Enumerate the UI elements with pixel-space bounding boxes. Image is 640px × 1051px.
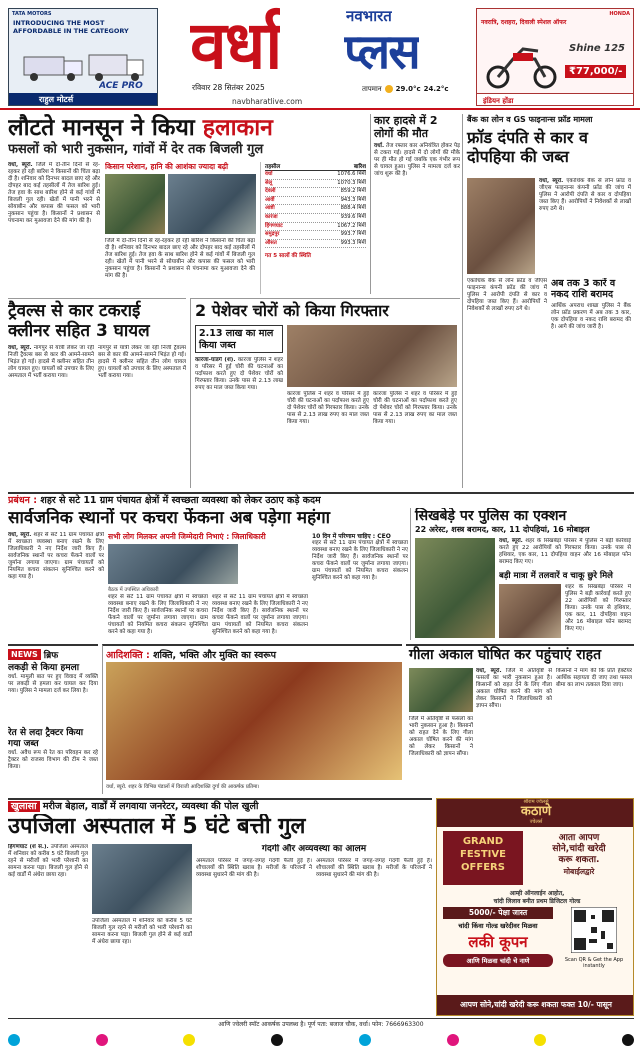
police-dateline: वर्धा, ब्यूरो.: [499, 538, 523, 544]
online-text-2: चांदी लिलाव बनीत प्रथम डिजिटल गोल्ड: [493, 898, 581, 905]
festive-title1: GRAND: [462, 836, 504, 847]
lead-headline: [8, 114, 366, 142]
newspaper-logo: [190, 4, 460, 84]
news-tag: NEWS: [8, 649, 41, 660]
fraud-story[interactable]: [462, 114, 634, 488]
lead-subhead: फसलों को भारी नुकसान, गांवों में देर तक बिजली गुल: [8, 142, 264, 157]
ceo-box-headline: 10 दिन में परिणाम चाहिए : CEO: [312, 533, 391, 540]
brief2-headline: रेत से लदा ट्रैक्टर किया गया जब्त: [8, 728, 84, 749]
fraud-dateline: वर्धा, ब्यूरो.: [539, 178, 564, 184]
police-body-more: शहर के सिखबेड़ा परिसर में पुलिस ने बड़ी कार्रवाई करते हुए 22 आरोपियों को गिरफ्तार किया। उनके पास से हथियार, एक कार, 11 दोपहिया वाहन और 16 मोबाइल फोन बरामद किए गए।: [565, 584, 631, 632]
hospital-kicker: [8, 798, 432, 812]
reg-mark-cyan: [8, 1034, 20, 1046]
drought-body-more: जिले में अतिवृष्टि से फसलों का भारी नुकसान हुआ है। किसानों को राहत देने के लिए गीला अकाल घोषित करने की मांग को लेकर किसानों ने जिलाधिकारी को ज्ञापन सौंपा।: [409, 716, 473, 757]
website-link[interactable]: navbharatlive.com: [232, 97, 303, 106]
thieves-box: 2.13 लाख का माल किया जब्त: [195, 325, 283, 353]
farm-photo-2: [168, 174, 256, 234]
lead-body: [8, 162, 100, 292]
buy-text-2: सोने,चांदी खरेदी: [552, 844, 606, 854]
police-subhead: 22 अरेस्ट, शस्त्र बरामद, कार, 11 दोपहियां, 16 मोबाइल: [415, 525, 590, 534]
lead-body-continued: जिले में दो-तीन दिनों से रह-रहकर हो रही बारिश ने किसानों की चिंता बढ़ा दी है। शनिवार को दिनभर बादल छाए रहे और दोपहर बाद कई तहसीलों में तेज बारिश हुई। तेज हवा के साथ बारिश होने से कई गांवों में बिजली गुल रही। खेतों में पानी भरने से सोयाबीन और कपास की फसल को भारी नुकसान पहुंचा है। किसानों ने प्रशासन से पंचनामा कर मुआवजा देने की मांग की है।: [105, 238, 255, 279]
fraud-kicker: बैंक का लोन व GS फाइनान्स फ्रॉड मामला: [467, 115, 593, 124]
cleanliness-body-more: शहर से सटे 11 ग्राम पंचायत क्षेत्रों में स्वच्छता व्यवस्था बनाए रखने के लिए जिलाधिकारी ने नए निर्देश जारी किए हैं। सार्वजनिक स्थानों पर कचरा फेंकने वालों पर जुर्माना लगाया जाएगा। ग्राम पंचायतों को नियमित कचरा संकलन सुनिश्चित करने को कहा गया है।: [108, 594, 208, 635]
cleanliness-body-more2: शहर से सटे 11 ग्राम पंचायत क्षेत्रों में स्वच्छता व्यवस्था बनाए रखने के लिए जिलाधिकारी ने नए निर्देश जारी किए हैं। सार्वजनिक स्थानों पर कचरा फेंकने वालों पर जुर्माना लगाया जाएगा। ग्राम पंचायतों को नियमित कचरा संकलन सुनिश्चित करने को कहा गया है।: [212, 594, 308, 635]
brief2-body: वर्धा. अवैध रूप से रेत का परिवहन कर रहे ट्रैक्टर को राजस्व विभाग की टीम ने जब्त किया।: [8, 750, 98, 770]
hospital-body-text: उपजिला अस्पताल में शनिवार को करीब 5 घंटे बिजली गुल रहने से मरीजों को भारी परेशानी का सामना करना पड़ा। बिजली गुल होने से कई वार्डों में अंधेरा छाया रहा।: [8, 844, 88, 878]
rainfall-value: 1076.6 मिमी: [337, 171, 366, 177]
festive-title3: OFFERS: [461, 862, 505, 873]
temp-min: 24.2°c: [423, 85, 449, 93]
drought-body-2: किसानों ने मांग की कि प्रति हेक्टेयर आर्थिक सहायता दी जाए तथा फसल बीमा का लाभ तत्काल दिया जाए।: [556, 668, 632, 688]
lucky-coupon: लकी कूपन: [468, 933, 528, 951]
thieves-photo: [287, 325, 457, 387]
masthead: [0, 0, 640, 110]
rainfall-value: 993.7 मिमी: [340, 231, 366, 238]
ceo-box-body: शहर से सटे 11 ग्राम पंचायत क्षेत्रों में स्वच्छता व्यवस्था बनाए रखने के लिए जिलाधिकारी ने नए निर्देश जारी किए हैं। सार्वजनिक स्थानों पर कचरा फेंकने वालों पर जुर्माना लगाया जाएगा। ग्राम पंचायतों को नियमित कचरा संकलन सुनिश्चित करने को कहा गया है।: [312, 540, 408, 581]
online-text: [443, 889, 631, 905]
table-note: गत 5 सालों की स्थिति: [265, 253, 311, 260]
cleanliness-kicker: [8, 492, 634, 506]
weather-label: तापमान: [362, 84, 382, 93]
rainfall-row: [265, 180, 366, 189]
ad2-brand: HONDA: [609, 11, 630, 17]
thieves-headline: 2 पेशेवर चोरों को किया गिरफ्तार: [195, 301, 389, 320]
rainfall-tehsil: औसत: [265, 239, 277, 246]
offer-block: [443, 907, 553, 989]
hospital-dateline: हिंगणघाट (श स.).: [8, 844, 49, 850]
ad-brand: TATA MOTORS: [12, 11, 52, 17]
rainfall-row: [265, 205, 366, 214]
fraud-body-col2: [467, 278, 547, 478]
buy-text-4: मोबाईलद्वारे: [563, 867, 595, 876]
kicker-label: प्रबंधन :: [8, 495, 38, 506]
logo-big: प्लस: [344, 24, 419, 80]
reg-mark-cyan-2: [359, 1034, 371, 1046]
drought-story[interactable]: [406, 644, 634, 794]
cleanliness-dateline: वर्धा, ब्यूरो.: [8, 532, 32, 538]
rainfall-row: [265, 231, 366, 240]
qr-code-icon[interactable]: [571, 907, 617, 953]
meeting-photo: [108, 544, 238, 584]
ad2-model: Shine 125: [569, 43, 626, 54]
offer-amount: 5000/- पेक्षा जास्त: [443, 907, 553, 919]
thieves-body-3: [373, 391, 457, 487]
ad-product: ACE PRO: [99, 81, 143, 91]
lead-dateline: वर्धा, ब्यूरो.: [8, 162, 33, 168]
rainfall-value: 939.6 मिमी: [340, 213, 366, 220]
jewellery-ad[interactable]: [436, 798, 634, 1016]
rainfall-tehsil: कारंजा: [265, 213, 278, 220]
rainfall-value: 943.3 मिमी: [340, 196, 366, 203]
ad-dealer: राहुल मोटर्स: [9, 93, 158, 106]
brief1-headline: लकड़ी से किया हमला: [8, 663, 80, 673]
accident-dateline: वर्धा.: [374, 143, 385, 149]
rainfall-row: [265, 223, 366, 232]
thieves-story[interactable]: [190, 298, 460, 488]
rainfall-value: 888.4 मिमी: [340, 205, 366, 212]
hospital-box-headline: गंदगी और अव्यवस्था का आलम: [261, 844, 367, 854]
ad2-price: ₹77,000/-: [565, 65, 626, 78]
thieves-dateline: कारंजा-घाडगे (श).: [195, 357, 236, 363]
rainfall-row: [265, 214, 366, 223]
accident-body: [374, 143, 460, 178]
rainfall-value: 859.2 मिमी: [340, 188, 366, 195]
thieves-body-text: कारंजा पुलिस ने शहर व परिसर में हुई चोरी की घटनाओं का पर्दाफाश करते हुए दो पेशेवर चोरों को गिरफ्तार किया। उनके पास से 2.13 लाख रुपए का माल जब्त किया गया।: [195, 357, 283, 391]
rainfall-row: [265, 171, 366, 180]
logo-main: वर्धा: [190, 7, 281, 84]
page-footer: आणि ज्वेलरी स्पॉट आकर्षक उपलब्ध है। पूर्ण पता: बजाज चौक, वर्धा। फोन: 7666963300: [8, 1018, 634, 1030]
rainfall-tehsil: आष्टी: [265, 205, 275, 212]
rainfall-value: 993.3 मिमी: [340, 239, 366, 246]
cleanliness-subhead: सभी लोग मिलकर अपनी जिम्मेदारी निभाएं : जिलाधिकारी: [108, 532, 266, 541]
cleanliness-headline: सार्वजनिक स्थानों पर कचरा फेंकना अब पड़ेगा महंगा: [8, 508, 331, 528]
travels-story[interactable]: [8, 298, 186, 488]
honda-ad[interactable]: [476, 8, 634, 106]
fraud-photo: [467, 178, 535, 274]
travels-headline: ट्रैवल्स से कार टकराई क्लीनर सहित 3 घायल: [8, 301, 150, 341]
lead-photo-caption: किसान परेशान, हानि की आशंका ज्यादा बढ़ी: [105, 162, 229, 171]
ad-footer: आपण सोने,चांदी खरेदी करू शकता फक्त 10/- पासून: [437, 995, 634, 1015]
logo-small: नवभारत: [346, 7, 392, 25]
truck-icon: [19, 49, 149, 83]
temp-max: 29.0°c: [395, 85, 421, 93]
festive-title2: FESTIVE: [460, 849, 506, 860]
police-story[interactable]: [410, 508, 634, 640]
drought-body-3: [409, 716, 473, 794]
festive-box: [443, 831, 523, 885]
truck-image: [19, 49, 149, 83]
cleanliness-story[interactable]: [8, 508, 408, 640]
rainfall-tehsil: देवली: [265, 188, 276, 195]
table-unit: बारिश: [353, 164, 366, 170]
reg-mark-black-2: [622, 1034, 634, 1046]
cleanliness-body-2: [108, 594, 208, 640]
fraud-box-body: आर्थिक अपराध शाखा पुलिस ने बैंक लोन फ्रॉड प्रकरण में अब तक 3 कार, एक दोपहिया व नकद राशि बरामद की है। आगे की जांच जारी है।: [551, 303, 631, 330]
navratri-caption: वर्धा, ब्यूरो. शहर के विभिन्न पंडालों में विराजी आदिशक्ति दुर्गा की आकर्षक प्रतिमा।: [106, 784, 260, 790]
motorcycle-icon: [483, 39, 563, 89]
rainfall-table: [260, 162, 366, 294]
cleanliness-body: [8, 532, 104, 640]
buy-text-1: आता आपण: [558, 833, 600, 843]
fraud-headline: फ्रॉड दंपति से कार व दोपहिया की जब्त: [467, 128, 588, 166]
ad-brand-name: कठाणे: [520, 804, 552, 819]
cleanliness-body-text: शहर से सटे 11 ग्राम पंचायत क्षेत्रों में स्वच्छता व्यवस्था बनाए रखने के लिए जिलाधिकारी ने नए निर्देश जारी किए हैं। सार्वजनिक स्थानों पर कचरा फेंकने वालों पर जुर्माना लगाया जाएगा। ग्राम पंचायतों को नियमित कचरा संकलन सुनिश्चित करने को कहा गया है।: [8, 532, 104, 580]
accident-story[interactable]: [370, 114, 460, 294]
reg-mark-magenta-2: [447, 1034, 459, 1046]
lead-body-text: जिले में दो-तीन दिनों से रह-रहकर हो रही बारिश ने किसानों की चिंता बढ़ा दी है। शनिवार को दिनभर बादल छाए रहे और दोपहर बाद कई तहसीलों में तेज बारिश हुई। तेज हवा के साथ बारिश होने से कई गांवों में बिजली गुल रही। खेतों में पानी भरने से सोयाबीन और कपास की फसल को भारी नुकसान पहुंचा है। किसानों ने प्रशासन से पंचनामा कर मुआवजा देने की मांग की है।: [8, 162, 100, 224]
travels-dateline: वर्धा, ब्यूरो.: [8, 345, 32, 351]
drought-photo: [409, 668, 473, 712]
table-title: तहसील: [265, 164, 281, 170]
buy-online: [527, 833, 631, 877]
navratri-story[interactable]: [102, 644, 402, 794]
buy-text-3: करू शकता.: [558, 855, 600, 865]
hospital-story[interactable]: [8, 814, 432, 1014]
drought-dateline: वर्धा, ब्यूरो.: [476, 668, 502, 674]
police-headline: सिखबेड़े पर पुलिस का एक्शन: [415, 508, 567, 524]
drought-body: [476, 668, 552, 794]
ad2-dealer: इंडियन होंडा: [477, 93, 634, 106]
rainfall-tehsil: सेलू: [265, 179, 273, 186]
lead-headline-part1: लौटते मानसून ने किया: [8, 115, 203, 141]
registration-marks: [8, 1034, 634, 1048]
ad-header: [437, 799, 634, 827]
police-body-2: [565, 584, 631, 638]
rainfall-tehsil: वर्धा: [265, 171, 273, 177]
ceo-box: [312, 532, 408, 640]
qr-caption: Scan QR & Get the App instantly: [564, 957, 624, 969]
lead-body-2: [105, 238, 255, 292]
offer-text: चांदी किंवा गोल्ड खरेदीवर मिळवा: [458, 922, 538, 930]
hospital-body-2: [92, 918, 192, 1012]
tata-motors-ad[interactable]: [8, 8, 158, 106]
police-body-text: शहर के सिखबेड़ा परिसर में पुलिस ने बड़ी कार्रवाई करते हुए 22 आरोपियों को गिरफ्तार किया। उनके पास से हथियार, एक कार, 11 दोपहिया वाहन और 16 मोबाइल फोन बरामद किए गए।: [499, 538, 631, 565]
drought-headline: गीला अकाल घोषित कर पहुंचाएं राहत: [409, 647, 602, 663]
hospital-box-body: अस्पताल परिसर में जगह-जगह गंदगी फैली हुई है। शौचालयों की स्थिति खराब है। मरीजों के परिजनों ने व्यवस्था सुधारने की मांग की है।: [196, 858, 312, 878]
lead-headline-part2: हलाकान: [202, 115, 273, 141]
thieves-body-more2: कारंजा पुलिस ने शहर व परिसर में हुई चोरी की घटनाओं का पर्दाफाश करते हुए दो पेशेवर चोरों को गिरफ्तार किया। उनके पास से 2.13 लाख रुपए का माल जब्त किया गया।: [373, 391, 457, 425]
hospital-headline: उपजिला अस्पताल में 5 घंटे बत्ती गुल: [8, 814, 306, 839]
cleanliness-body-3: [212, 594, 308, 640]
navratri-headline: शक्ति, भक्ति और मुक्ति का स्वरूप: [153, 650, 277, 661]
lead-story[interactable]: [8, 114, 366, 294]
lucky-sub: आणि मिळवा चांदी चे नाणे: [443, 954, 553, 967]
rainfall-tehsil: समुद्रपुर: [265, 231, 280, 238]
news-tag2: ब्रिफ: [43, 651, 59, 661]
rainfall-row: [265, 188, 366, 197]
ad-brand-sub: ज्वेलर्स: [529, 819, 543, 825]
navratri-label: आदिशक्ति :: [106, 650, 150, 661]
fraud-body: [539, 178, 631, 274]
police-body: [499, 538, 631, 568]
police-highlight: बड़ी मात्रा में तलवारें व चाकू छुरे मिले: [499, 571, 613, 581]
travels-body-2: [98, 345, 186, 488]
durga-idol-photo: [106, 662, 402, 780]
thieves-body-more: कारंजा पुलिस ने शहर व परिसर में हुई चोरी की घटनाओं का पर्दाफाश करते हुए दो पेशेवर चोरों को गिरफ्तार किया। उनके पास से 2.13 लाख रुपए का माल जब्त किया गया।: [287, 391, 369, 425]
hospital-box-body-2: अस्पताल परिसर में जगह-जगह गंदगी फैली हुई है। शौचालयों की स्थिति खराब है। मरीजों के परिजनों ने व्यवस्था सुधारने की मांग की है।: [316, 858, 432, 878]
news-brief[interactable]: [8, 644, 98, 794]
thieves-body: [195, 357, 283, 487]
qr-block[interactable]: [559, 907, 629, 989]
travels-body-more: नागपुर से यात्री लेकर जा रही निजी ट्रैवल्स बस से कार की आमने-सामने भिड़ंत हो गई। हादसे में क्लीनर सहित तीन लोग घायल हुए। घायलों को उपचार के लिए अस्पताल में भर्ती कराया गया।: [98, 345, 186, 379]
weather: [362, 82, 462, 96]
rainfall-tehsil: आर्वी: [265, 196, 275, 203]
rainfall-rows: [265, 171, 366, 248]
rainfall-row: [265, 240, 366, 249]
fraud-body-text: एकाधिक बैंक से लोन फ्रॉड व जीएस फाइनान्स कंपनी फ्रॉड की जांच में पुलिस ने आरोपी दंपति से कार व दोपहिया जब्त किए हैं। आरोपियों ने निवेशकों से लाखों रुपए ठगे थे।: [539, 178, 631, 212]
farm-photo-1: [105, 174, 165, 234]
ad-headline: INTRODUCING THE MOST AFFORDABLE IN THE CATEGORY: [13, 19, 129, 35]
meeting-caption: बैठक में उपस्थित अधिकारी: [108, 587, 159, 593]
accident-body-text: तेज रफ्तार कार अनियंत्रित होकर पेड़ से टकरा गई। हादसे में दो लोगों की मौके पर ही मौत हो गई जबकि एक गंभीर रूप से घायल हुआ। पुलिस ने मामला दर्ज कर जांच शुरू की है।: [374, 143, 460, 177]
police-photo: [415, 538, 495, 638]
rainfall-value: 1067.2 मिमी: [337, 222, 366, 229]
thieves-body-2: [287, 391, 369, 487]
hospital-kicker-text: मरीज बेहाल, वार्डों में लगवाया जनरेटर, व्यवस्था की पोल खुली: [42, 801, 259, 812]
hospital-photo: [92, 844, 192, 914]
reg-mark-magenta: [96, 1034, 108, 1046]
fraud-body-more: एकाधिक बैंक से लोन फ्रॉड व जीएस फाइनान्स कंपनी फ्रॉड की जांच में पुलिस ने आरोपी दंपति से कार व दोपहिया जब्त किए हैं। आरोपियों ने निवेशकों से लाखों रुपए ठगे थे।: [467, 278, 547, 312]
fraud-box: [551, 278, 631, 478]
travels-body-text: नागपुर से यात्री लेकर जा रही निजी ट्रैवल्स बस से कार की आमने-सामने भिड़ंत हो गई। हादसे में क्लीनर सहित तीन लोग घायल हुए। घायलों को उपचार के लिए अस्पताल में भर्ती कराया गया।: [8, 345, 94, 379]
hospital-body: [8, 844, 88, 1012]
brief1-body: वर्धा. मामूली बात पर हुए विवाद में व्यक्ति पर लकड़ी से हमला कर घायल कर दिया गया। पुलिस ने मामला दर्ज कर लिया है।: [8, 674, 98, 694]
accident-headline: कार हादसे में 2 लोगों की मौत: [374, 114, 438, 140]
kicker-text: शहर से सटे 11 ग्राम पंचायत क्षेत्रों में स्वच्छता व्यवस्था को लेकर उठाए कड़े कदम: [40, 495, 321, 506]
reg-mark-black: [271, 1034, 283, 1046]
reg-mark-yellow-2: [534, 1034, 546, 1046]
travels-body: [8, 345, 94, 488]
hospital-kicker-label: खुलासा: [8, 801, 40, 812]
sun-icon: [385, 85, 393, 93]
ad2-headline: नवरात्रि, दशहरा, दिवाली स्पेशल ऑफर: [481, 19, 567, 26]
weapons-photo: [499, 584, 561, 638]
online-text-1: आम्ही ऑनलाईन आहोत,: [509, 890, 565, 897]
drought-body-text: जिले में अतिवृष्टि से फसलों का भारी नुकसान हुआ है। किसानों को राहत देने के लिए गीला अकाल घोषित करने की मांग को लेकर किसानों ने जिलाधिकारी को ज्ञापन सौंपा।: [476, 668, 552, 709]
issue-date: रविवार 28 सितंबर 2025: [192, 83, 265, 92]
hospital-body-more: उपजिला अस्पताल में शनिवार को करीब 5 घंटे बिजली गुल रहने से मरीजों को भारी परेशानी का सामना करना पड़ा। बिजली गुल होने से कई वार्डों में अंधेरा छाया रहा।: [92, 918, 192, 945]
rainfall-tehsil: हिंगणघाट: [265, 222, 283, 229]
rainfall-value: 1070.3 मिमी: [337, 179, 366, 186]
reg-mark-yellow: [183, 1034, 195, 1046]
fraud-box-headline: अब तक 3 कारें व नकद राशि बरामद: [551, 278, 616, 300]
hospital-box: [196, 844, 432, 1012]
ad-shop: श्रीराम ज्वेलर्स: [523, 799, 549, 805]
